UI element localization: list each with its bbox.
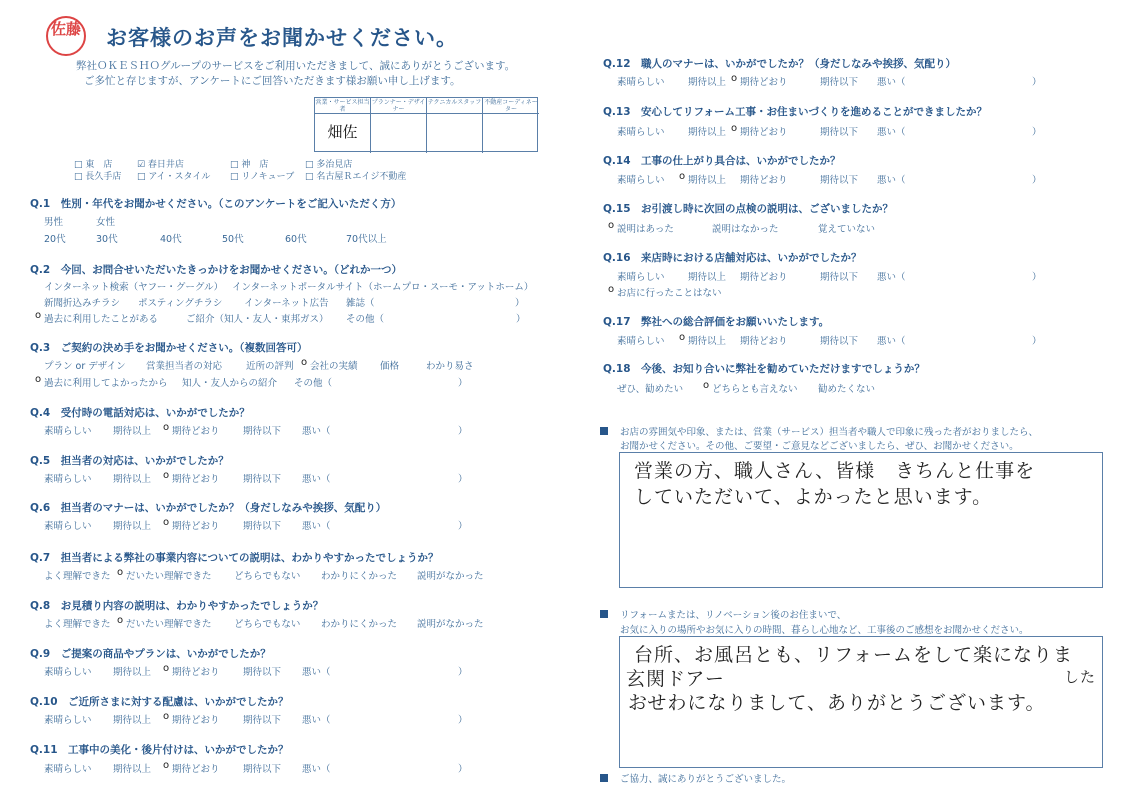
answer-option[interactable]: 素晴らしい: [44, 426, 92, 437]
answer-option[interactable]: インターネット広告: [244, 298, 329, 309]
answer-option[interactable]: 悪い（: [302, 715, 331, 726]
question-label: Q.8 お見積り内容の説明は、わかりやすかったでしょうか？: [30, 600, 324, 612]
question-label: Q.13 安心してリフォーム工事・お住まいづくりを進めることができましたか？: [603, 106, 988, 118]
answer-option[interactable]: 40代: [160, 234, 182, 245]
staff-value-sales[interactable]: 畑佐: [315, 114, 371, 153]
staff-header-sales: 営業・サービス担当者: [315, 99, 370, 113]
answer-option[interactable]: 期待どおり: [740, 272, 788, 283]
selected-mark: o: [117, 615, 124, 626]
question-label: Q.11 工事中の美化・後片付けは、いかがでしたか？: [30, 744, 289, 756]
answer-option[interactable]: 覚えていない: [818, 224, 876, 235]
answer-option[interactable]: 期待以下: [243, 715, 282, 726]
answer-option[interactable]: 期待以下: [243, 426, 282, 437]
answer-option[interactable]: 素晴らしい: [617, 175, 665, 186]
question-label: Q.10 ご近所さまに対する配慮は、いかがでしたか？: [30, 696, 289, 708]
answer-option[interactable]: ）: [458, 667, 468, 678]
question-label: Q.15 お引渡し時に次回の点検の説明は、ございましたか？: [603, 203, 894, 215]
answer-option[interactable]: ）: [1032, 127, 1042, 138]
answer-option[interactable]: 過去に利用してよかったから: [44, 378, 168, 389]
selected-mark: o: [35, 374, 42, 385]
comment2-handwriting-2: 玄関ドアー: [626, 668, 725, 690]
answer-option[interactable]: 悪い（: [302, 426, 331, 437]
selected-mark: o: [608, 220, 615, 231]
answer-option[interactable]: 素晴らしい: [617, 272, 665, 283]
answer-option[interactable]: 期待どおり: [172, 521, 220, 532]
answer-option[interactable]: インターネットポータルサイト（ホームプロ・スーモ・アットホーム）: [232, 282, 534, 293]
answer-option[interactable]: お店に行ったことはない: [617, 288, 722, 299]
answer-option[interactable]: 雑誌（: [346, 298, 375, 309]
answer-option[interactable]: ）: [515, 298, 525, 309]
answer-option[interactable]: 素晴らしい: [617, 127, 665, 138]
answer-option[interactable]: ）: [516, 314, 526, 325]
answer-option[interactable]: 知人・友人からの紹介: [182, 378, 278, 389]
answer-option[interactable]: 30代: [96, 234, 118, 245]
answer-option[interactable]: ご紹介（知人・友人・東邦ガス）: [186, 314, 329, 325]
answer-option[interactable]: 期待以上: [113, 667, 152, 678]
answer-option[interactable]: 期待どおり: [172, 667, 220, 678]
question-label: Q.4 受付時の電話対応は、いかがでしたか？: [30, 407, 250, 419]
answer-option[interactable]: 期待以上: [113, 764, 152, 775]
comment1-prompt-2: お聞かせください。その他、ご要望・ご意見などございましたら、ぜひ、お聞かせください。: [620, 441, 1019, 452]
answer-option[interactable]: 素晴らしい: [44, 474, 92, 485]
answer-option[interactable]: 悪い（: [877, 272, 906, 283]
question-label: Q.12 職人のマナーは、いかがでしたか？（身だしなみや挨拶、気配り）: [603, 58, 957, 70]
store-option[interactable]: □ 多治見店: [305, 160, 353, 170]
staff-header-technical: テクニカルスタッフ: [427, 98, 483, 114]
bullet-square: [600, 427, 608, 435]
answer-option[interactable]: ポスティングチラシ: [138, 298, 223, 309]
answer-option[interactable]: ）: [458, 715, 468, 726]
answer-option[interactable]: 営業担当者の対応: [146, 361, 223, 372]
question-label: Q.6 担当者のマナーは、いかがでしたか？（身だしなみや挨拶、気配り）: [30, 502, 387, 514]
answer-option[interactable]: 期待以下: [820, 336, 859, 347]
answer-option[interactable]: 期待以上: [688, 336, 727, 347]
answer-option[interactable]: 説明はなかった: [712, 224, 779, 235]
answer-option[interactable]: 悪い（: [877, 336, 906, 347]
selected-mark: o: [163, 760, 170, 771]
answer-option[interactable]: 50代: [222, 234, 244, 245]
selected-mark: o: [117, 567, 124, 578]
comment2-handwriting-3: おせわになりまして、ありがとうございます。: [628, 692, 1046, 714]
answer-option[interactable]: わかり易さ: [426, 361, 474, 372]
answer-option[interactable]: 素晴らしい: [44, 521, 92, 532]
page-title: お客様のお声をお聞かせください。: [106, 26, 458, 50]
answer-option[interactable]: 素晴らしい: [44, 715, 92, 726]
answer-option[interactable]: 期待以上: [688, 77, 727, 88]
answer-option[interactable]: 期待以上: [688, 272, 727, 283]
answer-option[interactable]: ）: [1032, 272, 1042, 283]
selected-mark: o: [163, 517, 170, 528]
answer-option[interactable]: 期待どおり: [740, 336, 788, 347]
answer-option[interactable]: ）: [458, 764, 468, 775]
question-label: Q.9 ご提案の商品やプランは、いかがでしたか？: [30, 648, 271, 660]
answer-option[interactable]: 素晴らしい: [617, 77, 665, 88]
answer-option[interactable]: ）: [458, 426, 468, 437]
answer-option[interactable]: 説明がなかった: [417, 571, 484, 582]
intro-line-2: ご多忙と存じますが、アンケートにご回答いただきます様お願い申し上げます。: [84, 75, 461, 87]
comment2-handwriting-2b: した: [1064, 668, 1097, 686]
selected-mark: o: [608, 284, 615, 295]
question-label: Q.7 担当者による弊社の事業内容についての説明は、わかりやすかったでしょうか？: [30, 552, 439, 564]
answer-option[interactable]: 期待以下: [243, 667, 282, 678]
answer-option[interactable]: 会社の実績: [310, 361, 358, 372]
answer-option[interactable]: 悪い（: [877, 127, 906, 138]
answer-option[interactable]: 期待以下: [820, 175, 859, 186]
answer-option[interactable]: 期待どおり: [740, 77, 788, 88]
answer-option[interactable]: 期待どおり: [740, 175, 788, 186]
answer-option[interactable]: 勧めたくない: [818, 384, 876, 395]
question-label: Q.18 今後、お知り合いに弊社を勧めていただけますでしょうか？: [603, 363, 925, 375]
staff-value-planner[interactable]: [371, 114, 427, 153]
answer-option[interactable]: 素晴らしい: [44, 667, 92, 678]
answer-option[interactable]: ）: [1032, 175, 1042, 186]
answer-option[interactable]: 70代以上: [346, 234, 387, 245]
answer-option[interactable]: ）: [1032, 77, 1042, 88]
answer-option[interactable]: 男性: [44, 217, 64, 228]
comment1-prompt-1: お店の雰囲気や印象、または、営業（サービス）担当者や職人で印象に残った者がおりましたら、: [620, 427, 1039, 438]
seal-stamp: 佐藤: [46, 16, 86, 56]
answer-option[interactable]: 期待どおり: [740, 127, 788, 138]
selected-mark: o: [163, 663, 170, 674]
comment2-handwriting-1: 台所、お風呂とも、リフォームをして楽になりま: [634, 644, 1074, 666]
answer-option[interactable]: 説明はあった: [617, 224, 674, 235]
answer-option[interactable]: その他（: [346, 314, 385, 325]
question-label: Q.14 工事の仕上がり具合は、いかがでしたか？: [603, 155, 841, 167]
comment1-handwriting-2: していただいて、よかったと思います。: [634, 486, 993, 508]
selected-mark: o: [731, 73, 738, 84]
answer-option[interactable]: 女性: [96, 217, 116, 228]
answer-option[interactable]: 悪い（: [302, 474, 331, 485]
answer-option[interactable]: 期待以上: [113, 474, 152, 485]
answer-option[interactable]: どちらでもない: [234, 571, 301, 582]
selected-mark: o: [703, 380, 710, 391]
answer-option[interactable]: 期待どおり: [172, 426, 220, 437]
selected-mark: o: [163, 711, 170, 722]
staff-header-planner: プランナー・デザイナー: [371, 99, 426, 113]
answer-option[interactable]: 悪い（: [302, 667, 331, 678]
answer-option[interactable]: 近所の評判: [246, 361, 294, 372]
answer-option[interactable]: その他（: [294, 378, 333, 389]
answer-option[interactable]: 期待どおり: [172, 764, 220, 775]
answer-option[interactable]: 悪い（: [302, 764, 331, 775]
answer-option[interactable]: 期待以下: [820, 127, 859, 138]
answer-option[interactable]: 期待以下: [243, 764, 282, 775]
comment1-handwriting-1: 営業の方、職人さん、皆様 きちんと仕事を: [634, 460, 1036, 482]
answer-option[interactable]: プラン or デザイン: [44, 361, 126, 372]
selected-mark: o: [163, 422, 170, 433]
intro-line-1: 弊社ＯＫＥＳＨＯグループのサービスをご利用いただきまして、誠にありがとうございます。: [76, 60, 516, 72]
staff-table: [314, 97, 538, 152]
answer-option[interactable]: ）: [458, 521, 468, 532]
answer-option[interactable]: どちらとも言えない: [712, 384, 798, 395]
question-label: Q.2 今回、お問合せいただいたきっかけをお聞かせください。（どれか一つ）: [30, 264, 402, 276]
answer-option[interactable]: よく理解できた: [44, 571, 111, 582]
question-label: Q.1 性別・年代をお聞かせください。（このアンケートをご記入いただく方）: [30, 198, 402, 210]
answer-option[interactable]: わかりにくかった: [321, 619, 398, 630]
selected-mark: o: [35, 310, 42, 321]
bullet-square: [600, 774, 608, 782]
answer-option[interactable]: 期待以上: [688, 127, 727, 138]
answer-option[interactable]: 説明がなかった: [417, 619, 484, 630]
staff-value-realestate[interactable]: [483, 114, 539, 153]
answer-option[interactable]: 悪い（: [302, 521, 331, 532]
question-label: Q.3 ご契約の決め手をお聞かせください。（複数回答可）: [30, 342, 308, 354]
staff-value-technical[interactable]: [427, 114, 483, 153]
answer-option[interactable]: 期待どおり: [172, 474, 220, 485]
question-label: Q.16 来店時における店舗対応は、いかがでしたか？: [603, 252, 862, 264]
answer-option[interactable]: インターネット検索（ヤフー・グーグル）: [44, 282, 224, 293]
answer-option[interactable]: 新聞折込みチラシ: [44, 298, 121, 309]
store-option[interactable]: □ アイ・スタイル: [137, 172, 211, 182]
question-label: Q.5 担当者の対応は、いかがでしたか？: [30, 455, 229, 467]
answer-option[interactable]: 60代: [285, 234, 307, 245]
answer-option[interactable]: ）: [458, 378, 468, 389]
footer-thanks: ご協力、誠にありがとうございました。: [620, 774, 792, 785]
answer-option[interactable]: ）: [458, 474, 468, 485]
answer-option[interactable]: どちらでもない: [234, 619, 301, 630]
answer-option[interactable]: 期待以下: [820, 272, 859, 283]
store-option[interactable]: □ 長久手店: [74, 172, 122, 182]
question-label: Q.17 弊社への総合評価をお願いいたします。: [603, 316, 830, 328]
selected-mark: o: [679, 332, 686, 343]
store-option[interactable]: □ 東 店: [74, 160, 113, 170]
answer-option[interactable]: 20代: [44, 234, 66, 245]
answer-option[interactable]: 素晴らしい: [44, 764, 92, 775]
bullet-square: [600, 610, 608, 618]
answer-option[interactable]: 期待どおり: [172, 715, 220, 726]
selected-mark: o: [163, 470, 170, 481]
answer-option[interactable]: わかりにくかった: [321, 571, 398, 582]
answer-option[interactable]: だいたい理解できた: [126, 619, 212, 630]
answer-option[interactable]: 期待以上: [113, 715, 152, 726]
answer-option[interactable]: ぜひ、勧めたい: [617, 384, 684, 395]
store-option[interactable]: □ 神 店: [230, 160, 269, 170]
answer-option[interactable]: 悪い（: [877, 77, 906, 88]
comment2-prompt-2: お気に入りの場所やお気に入りの時間、暮らし心地など、工事後のご感想をお聞かせください。: [620, 625, 1029, 636]
selected-mark: o: [679, 171, 686, 182]
answer-option[interactable]: 期待以下: [243, 521, 282, 532]
answer-option[interactable]: 悪い（: [877, 175, 906, 186]
answer-option[interactable]: だいたい理解できた: [126, 571, 212, 582]
store-option[interactable]: □ リノキューブ: [230, 172, 295, 182]
answer-option[interactable]: 期待以下: [820, 77, 859, 88]
store-option[interactable]: □ 名古屋Ｒエイジ不動産: [305, 172, 407, 182]
selected-mark: o: [301, 357, 308, 368]
answer-option[interactable]: 過去に利用したことがある: [44, 314, 159, 325]
answer-option[interactable]: よく理解できた: [44, 619, 111, 630]
answer-option[interactable]: 期待以上: [113, 521, 152, 532]
store-option[interactable]: ☑ 春日井店: [137, 160, 184, 170]
comment2-prompt-1: リフォームまたは、リノベーション後のお住まいで、: [620, 610, 847, 621]
staff-header-realestate: 不動産コーディネーター: [484, 99, 538, 113]
answer-option[interactable]: 期待以下: [243, 474, 282, 485]
answer-option[interactable]: 価格: [380, 361, 400, 372]
answer-option[interactable]: 素晴らしい: [617, 336, 665, 347]
answer-option[interactable]: 期待以上: [688, 175, 727, 186]
answer-option[interactable]: ）: [1032, 336, 1042, 347]
answer-option[interactable]: 期待以上: [113, 426, 152, 437]
selected-mark: o: [731, 123, 738, 134]
